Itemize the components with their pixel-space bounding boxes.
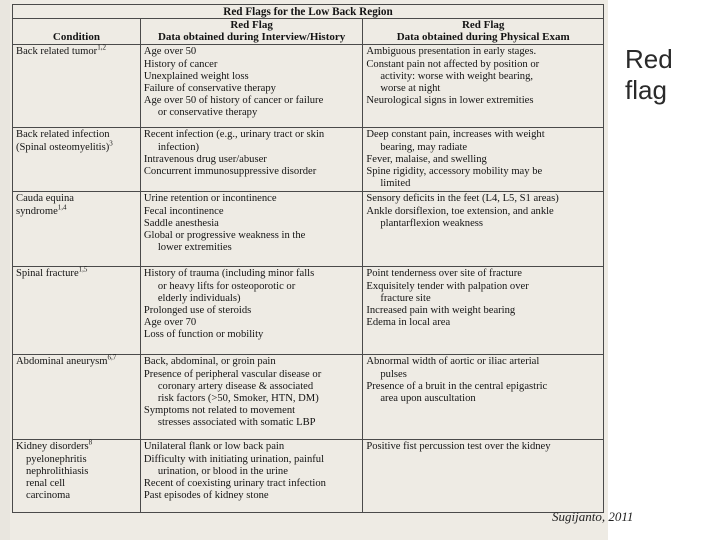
table-row <box>13 267 604 355</box>
left-margin-strip <box>0 0 10 540</box>
flag-line: bearing, may radiate <box>380 141 468 153</box>
flag-line: Deep constant pain, increases with weight <box>366 129 545 141</box>
flag-line: Sensory deficits in the feet (L4, L5, S1 areas) <box>366 193 559 205</box>
table-title-row <box>13 5 604 19</box>
reference-superscript: 8 <box>88 438 93 447</box>
slide-title-line: flag <box>625 75 667 105</box>
flag-line: Unilateral flank or low back pain <box>143 441 285 453</box>
flag-line: History of trauma (including minor falls <box>143 268 315 280</box>
flag-line: Positive fist percussion test over the kidney <box>366 441 551 453</box>
flag-line: Difficulty with initiating urination, painful <box>143 453 325 465</box>
flag-line: Point tenderness over site of fracture <box>366 268 522 280</box>
flag-line: Past episodes of kidney stone <box>143 490 269 502</box>
flag-line: Global or progressive weakness in the <box>143 230 306 242</box>
flag-line: plantarflexion weakness <box>380 217 484 229</box>
flag-line: area upon auscultation <box>380 393 476 405</box>
reference-superscript: 3 <box>109 139 113 148</box>
condition-line <box>16 203 137 218</box>
cell-exam <box>363 267 604 355</box>
flag-line: Neurological signs in lower extremities <box>366 95 534 107</box>
cell-exam <box>363 45 604 128</box>
cell-interview <box>140 355 363 440</box>
table-title: Red Flags for the Low Back Region <box>13 5 604 19</box>
cell-condition <box>13 192 141 267</box>
flag-line: Failure of conservative therapy <box>143 83 276 94</box>
flag-line: urination, or blood in the urine <box>157 465 288 477</box>
flag-line: Recent infection (e.g., urinary tract or skin <box>143 129 325 141</box>
flag-line: stresses associated with somatic LBP <box>157 417 316 429</box>
red-flags-table <box>12 4 604 513</box>
flag-line: activity: worse with weight bearing, <box>380 70 534 82</box>
flag-line: or conservative therapy <box>157 107 258 119</box>
header-line: Data obtained during Interview/History <box>157 30 346 43</box>
header-line: Data obtained during Physical Exam <box>396 30 570 43</box>
condition-text: carcinoma <box>26 490 71 502</box>
header-interview <box>140 19 363 45</box>
condition-line <box>16 139 137 154</box>
flag-line: lower extremities <box>157 242 232 254</box>
cell-condition <box>13 440 141 513</box>
flag-line: Fecal incontinence <box>143 205 224 217</box>
condition-text: Spinal fracture <box>16 268 79 280</box>
flag-line: Spine rigidity, accessory mobility may be <box>366 166 543 177</box>
flag-line: Concurrent immunosuppressive disorder <box>143 166 317 177</box>
condition-text: renal cell <box>26 478 66 490</box>
table-row <box>13 128 604 192</box>
cell-exam <box>363 355 604 440</box>
table-row <box>13 440 604 513</box>
header-line: Condition <box>52 30 100 43</box>
condition-line <box>16 43 137 58</box>
credit-text: Sugijanto, 2011 <box>552 509 634 524</box>
flag-line: Edema in local area <box>366 317 451 329</box>
condition-text: Back related tumor <box>16 46 98 58</box>
flag-line: pulses <box>380 368 407 380</box>
slide-title-line: Red <box>625 44 673 74</box>
flag-line: Saddle anesthesia <box>143 217 219 229</box>
condition-line <box>16 490 137 502</box>
condition-line <box>16 438 137 453</box>
header-exam <box>363 19 604 45</box>
flag-line: Increased pain with weight bearing <box>366 305 516 317</box>
flag-line: Ankle dorsiflexion, toe extension, and ankle <box>366 205 554 217</box>
condition-line <box>16 478 137 490</box>
table-row <box>13 355 604 440</box>
flag-line: Prolonged use of steroids <box>143 305 252 317</box>
flag-line: Age over 70 <box>143 317 197 329</box>
flag-line: Back, abdominal, or groin pain <box>143 356 276 368</box>
cell-condition <box>13 355 141 440</box>
cell-interview <box>140 192 363 267</box>
flag-line: Abnormal width of aortic or iliac arterial <box>366 356 540 368</box>
flag-line: Ambiguous presentation in early stages. <box>366 46 537 58</box>
condition-text: Cauda equina <box>16 193 74 205</box>
cell-interview <box>140 440 363 513</box>
flag-line: Age over 50 <box>143 46 197 58</box>
flag-line: Age over 50 of history of cancer or failure <box>143 95 324 107</box>
flag-line: coronary artery disease & associated <box>157 380 314 392</box>
cell-exam <box>363 128 604 192</box>
flag-line: fracture site <box>380 292 431 304</box>
flag-line: worse at night <box>380 83 441 94</box>
table-header-row <box>13 19 604 45</box>
table-row <box>13 45 604 128</box>
flag-line: Intravenous drug user/abuser <box>143 153 267 165</box>
cell-interview <box>140 45 363 128</box>
cell-condition <box>13 45 141 128</box>
condition-text: Kidney disorders <box>16 441 89 453</box>
flag-line: Unexplained weight loss <box>143 70 249 82</box>
cell-interview <box>140 128 363 192</box>
cell-interview <box>140 267 363 355</box>
condition-line <box>16 265 137 280</box>
reference-superscript: 1,5 <box>78 265 88 274</box>
flag-line: Constant pain not affected by position or <box>366 58 540 70</box>
flag-line: Exquisitely tender with palpation over <box>366 280 529 292</box>
flag-line: Presence of a bruit in the central epigastric <box>366 380 548 392</box>
condition-line <box>16 454 137 466</box>
flag-line: Presence of peripheral vascular disease or <box>143 368 322 380</box>
condition-line <box>16 466 137 478</box>
reference-superscript: 1,2 <box>97 43 106 52</box>
condition-text: Abdominal aneurysm <box>16 356 108 368</box>
cell-exam <box>363 192 604 267</box>
table-row <box>13 192 604 267</box>
condition-text: Back related infection <box>16 129 110 141</box>
condition-text: pyelonephritis <box>26 453 87 465</box>
condition-line <box>16 129 137 141</box>
flag-line: limited <box>380 178 411 190</box>
flag-line: infection) <box>157 141 200 153</box>
flag-line: Urine retention or incontinence <box>143 193 277 205</box>
condition-text: (Spinal osteomyelitis) <box>16 141 110 153</box>
header-line: Red Flag <box>230 19 273 32</box>
flag-line: or heavy lifts for osteoporotic or <box>157 280 296 292</box>
slide-title <box>625 44 673 106</box>
cell-condition <box>13 267 141 355</box>
flag-line: Symptoms not related to movement <box>143 405 296 417</box>
flag-line: Fever, malaise, and swelling <box>366 153 487 165</box>
header-line: Red Flag <box>461 19 505 32</box>
reference-superscript: 6,7 <box>107 353 117 362</box>
condition-line <box>16 193 137 205</box>
flag-line: Loss of function or mobility <box>143 329 264 341</box>
flag-line: risk factors (>50, Smoker, HTN, DM) <box>157 393 319 405</box>
header-condition <box>13 19 141 45</box>
cell-exam <box>363 440 604 513</box>
reference-superscript: 1,4 <box>57 203 67 212</box>
flag-line: Recent of coexisting urinary tract infection <box>143 478 326 490</box>
condition-text: syndrome <box>16 205 58 217</box>
flag-line: elderly individuals) <box>157 292 241 304</box>
condition-text: nephrolithiasis <box>26 465 89 477</box>
flag-line: History of cancer <box>143 58 218 70</box>
cell-condition <box>13 128 141 192</box>
condition-line <box>16 353 137 368</box>
